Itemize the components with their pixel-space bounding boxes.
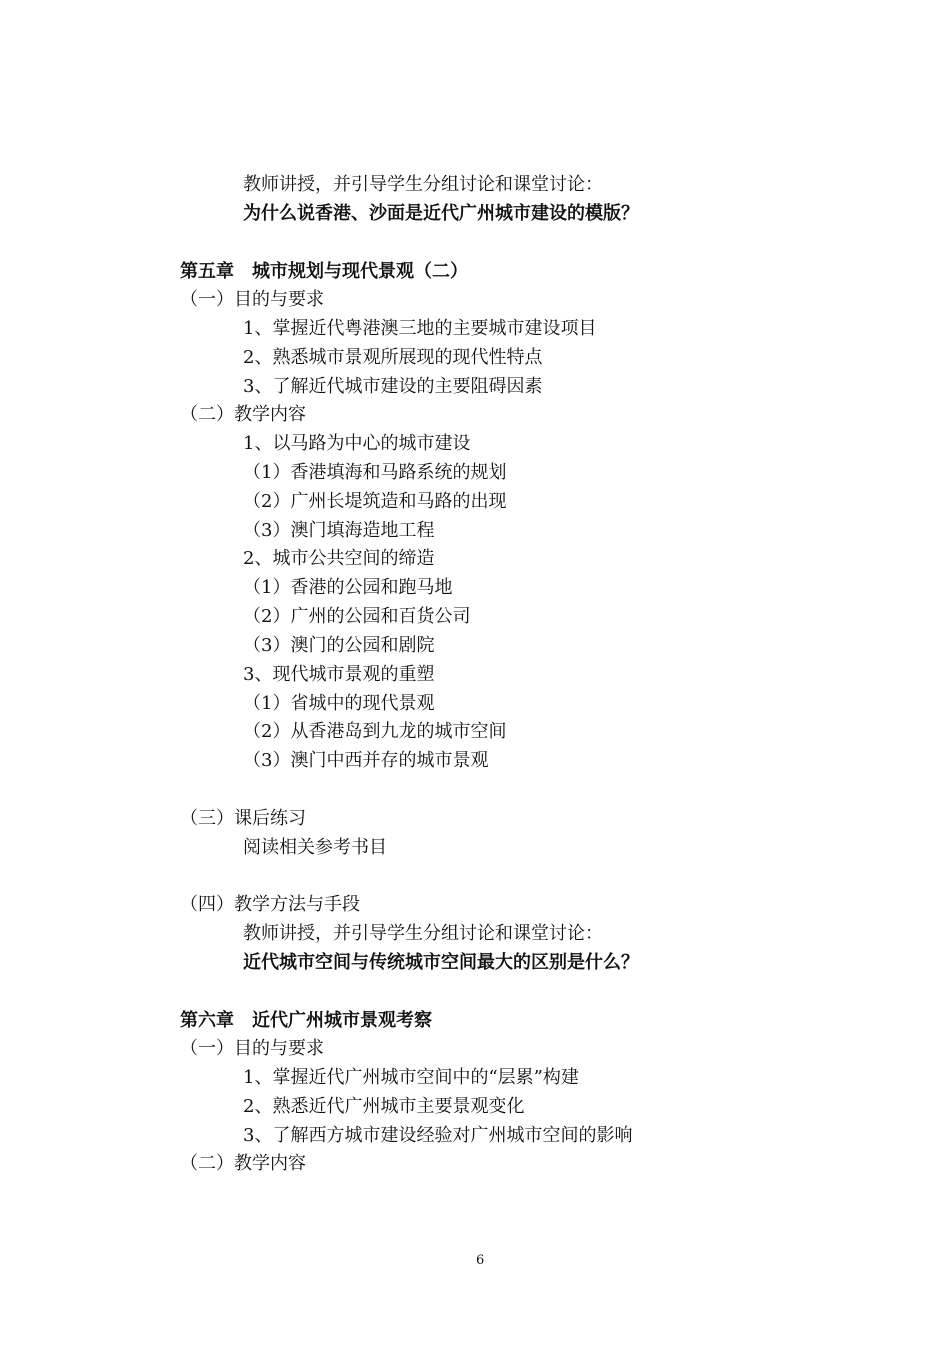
chapter5-content-item: （3）澳门填海造地工程 xyxy=(243,520,435,541)
chapter5-content-item: 2、城市公共空间的缔造 xyxy=(243,548,435,569)
chapter5-content-item: （1）香港填海和马路系统的规划 xyxy=(243,462,507,483)
chapter5-exercise-heading: （三）课后练习 xyxy=(180,808,306,829)
chapter5-content-item: 3、现代城市景观的重塑 xyxy=(243,664,435,685)
intro-discussion-question: 为什么说香港、沙面是近代广州城市建设的模版？ xyxy=(243,203,639,224)
chapter5-goal-item: 1、掌握近代粤港澳三地的主要城市建设项目 xyxy=(243,318,597,339)
chapter5-content-item: （2）广州长堤筑造和马路的出现 xyxy=(243,491,507,512)
chapter6-goal-item: 2、熟悉近代广州城市主要景观变化 xyxy=(243,1096,525,1117)
chapter5-exercise-text: 阅读相关参考书目 xyxy=(243,837,387,858)
chapter5-content-item: （1）省城中的现代景观 xyxy=(243,693,435,714)
chapter6-goals-heading: （一）目的与要求 xyxy=(180,1038,324,1059)
page-number: 6 xyxy=(476,1253,485,1268)
chapter5-content-item: （2）从香港岛到九龙的城市空间 xyxy=(243,721,507,742)
chapter6-content-heading: （二）教学内容 xyxy=(180,1153,306,1174)
chapter5-goal-item: 3、了解近代城市建设的主要阻碍因素 xyxy=(243,376,543,397)
chapter6-goal-item: 1、掌握近代广州城市空间中的“层累”构建 xyxy=(243,1067,579,1088)
chapter5-content-heading: （二）教学内容 xyxy=(180,404,306,425)
chapter5-method-heading: （四）教学方法与手段 xyxy=(180,894,360,915)
chapter5-goals-heading: （一）目的与要求 xyxy=(180,289,324,310)
chapter5-content-item: （2）广州的公园和百货公司 xyxy=(243,606,471,627)
chapter6-title: 第六章 近代广州城市景观考察 xyxy=(180,1010,432,1031)
chapter5-content-item: （3）澳门中西并存的城市景观 xyxy=(243,750,489,771)
chapter5-content-item: 1、以马路为中心的城市建设 xyxy=(243,433,471,454)
chapter5-discussion-question: 近代城市空间与传统城市空间最大的区别是什么？ xyxy=(243,952,639,973)
chapter6-goal-item: 3、了解西方城市建设经验对广州城市空间的影响 xyxy=(243,1125,633,1146)
intro-method-line: 教师讲授，并引导学生分组讨论和课堂讨论： xyxy=(243,174,603,195)
chapter5-title: 第五章 城市规划与现代景观（二） xyxy=(180,261,468,282)
chapter5-content-item: （1）香港的公园和跑马地 xyxy=(243,577,453,598)
chapter5-method-line: 教师讲授，并引导学生分组讨论和课堂讨论： xyxy=(243,923,603,944)
chapter5-goal-item: 2、熟悉城市景观所展现的现代性特点 xyxy=(243,347,543,368)
chapter5-content-item: （3）澳门的公园和剧院 xyxy=(243,635,435,656)
